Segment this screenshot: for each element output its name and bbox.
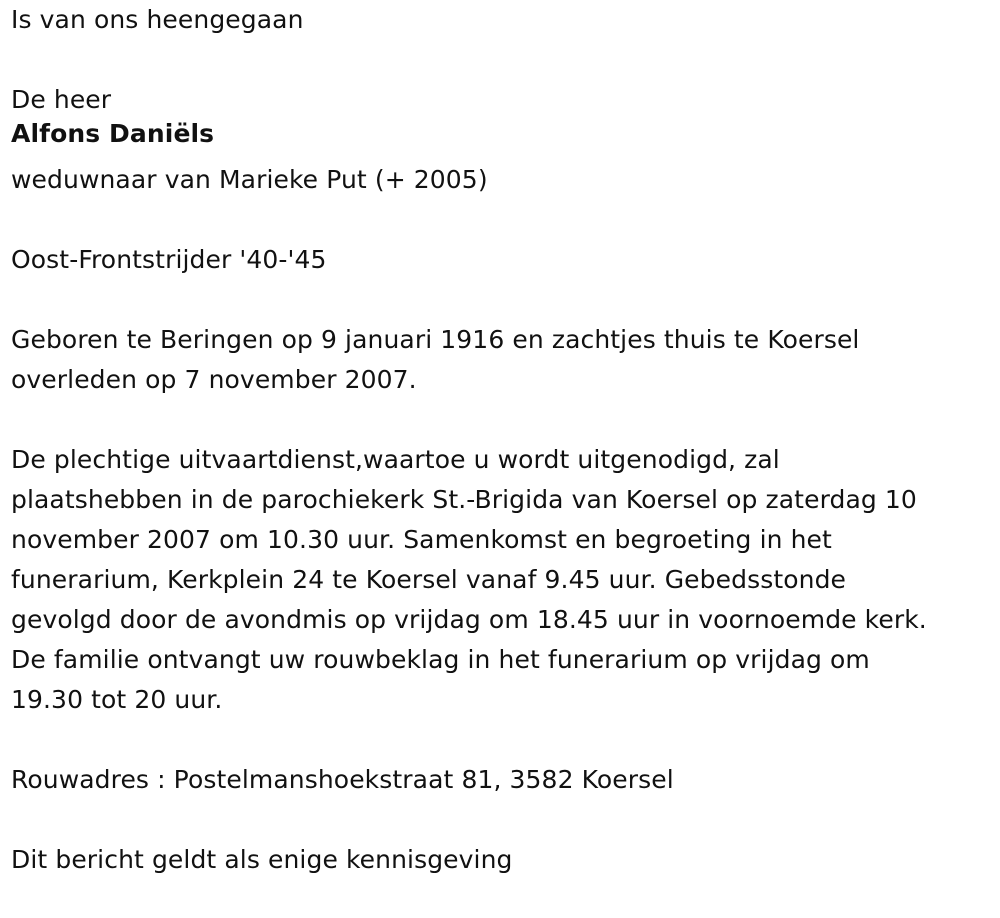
ceremony-line: plaatshebben in de parochiekerk St.-Brigida van Koersel op zaterdag 10	[11, 485, 917, 514]
spacer	[11, 400, 996, 440]
intro-text: Is van ons heengegaan	[11, 5, 304, 34]
ceremony-line: november 2007 om 10.30 uur. Samenkomst en begroeting in het	[11, 525, 832, 554]
mourning-address: Rouwadres : Postelmanshoekstraat 81, 3582 Koersel	[11, 765, 674, 794]
honorary-title: Oost-Frontstrijder '40-'45	[11, 245, 327, 274]
spacer	[11, 200, 996, 240]
closing-text: Dit bericht geldt als enige kennisgeving	[11, 845, 513, 874]
spacer	[11, 800, 996, 840]
ceremony-line: gevolgd door de avondmis op vrijdag om 18.45 uur in voornoemde kerk.	[11, 605, 927, 634]
birth-death-line: overleden op 7 november 2007.	[11, 365, 417, 394]
salutation: De heer	[11, 85, 112, 114]
birth-death-line: Geboren te Beringen op 9 januari 1916 en zachtjes thuis te Koersel	[11, 325, 860, 354]
death-notice	[11, 0, 996, 880]
ceremony-line: De familie ontvangt uw rouwbeklag in het funerarium op vrijdag om	[11, 645, 870, 674]
spacer	[11, 280, 996, 320]
ceremony-line: 19.30 tot 20 uur.	[11, 685, 223, 714]
deceased-name: Alfons Daniëls	[11, 119, 215, 148]
ceremony-line: De plechtige uitvaartdienst,waartoe u wordt uitgenodigd, zal	[11, 445, 780, 474]
ceremony-line: funerarium, Kerkplein 24 te Koersel vanaf 9.45 uur. Gebedsstonde	[11, 565, 847, 594]
spacer	[11, 40, 996, 80]
relation-text: weduwnaar van Marieke Put (+ 2005)	[11, 165, 488, 194]
spacer	[11, 720, 996, 760]
